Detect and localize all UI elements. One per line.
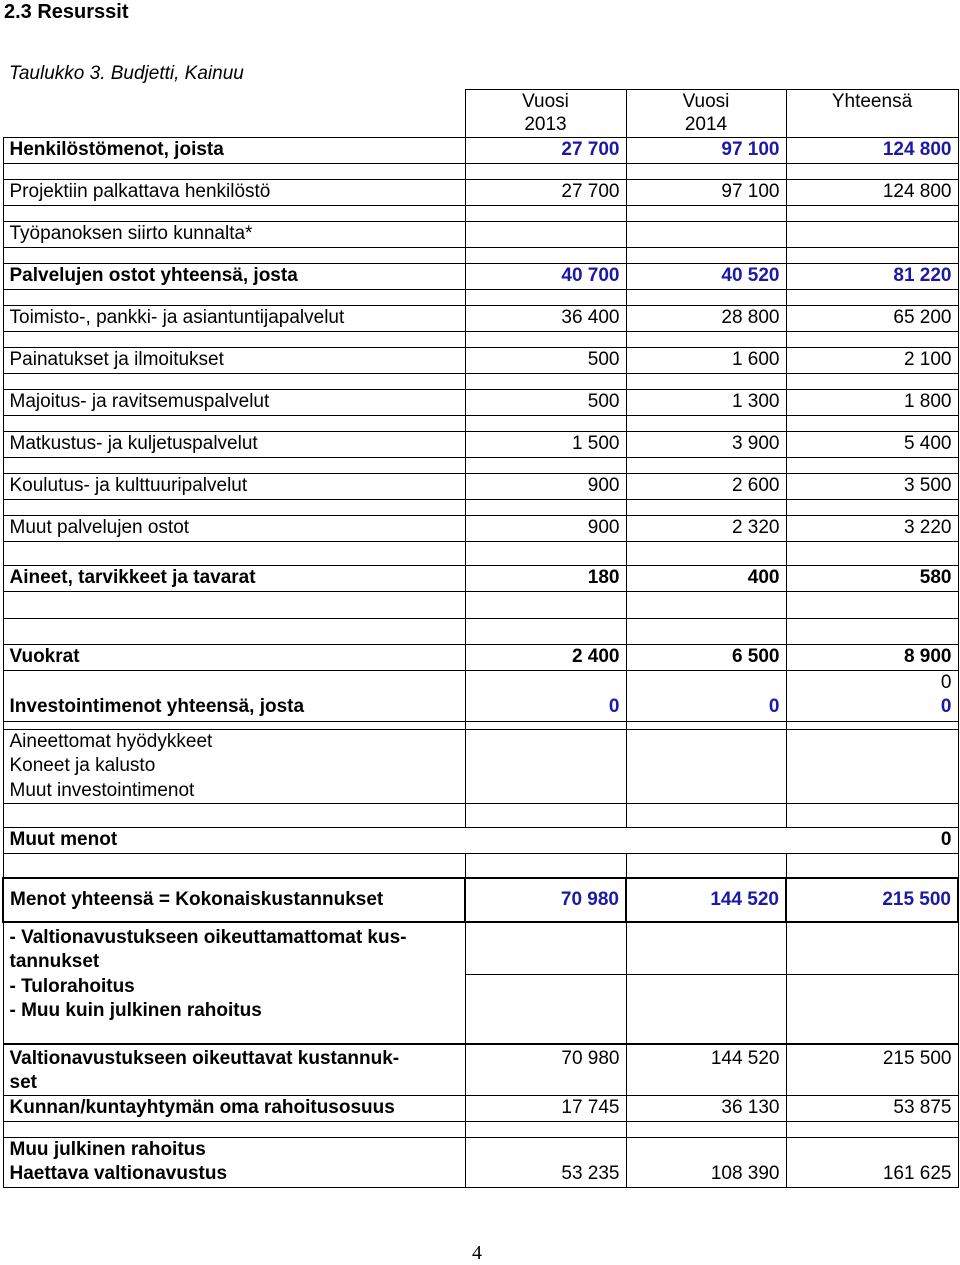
cell-2014: 144 520 <box>626 1044 786 1096</box>
cell-2014: 400 <box>626 566 786 592</box>
row-label: Matkustus- ja kuljetuspalvelut <box>3 432 465 458</box>
table-row <box>3 619 958 645</box>
table-row <box>3 164 958 180</box>
cell-2013: 40 700 <box>465 264 626 290</box>
table-row <box>3 348 958 374</box>
table-row <box>3 1121 958 1137</box>
cell-2014: 97 100 <box>626 180 786 206</box>
cell-total: 3 220 <box>786 516 958 542</box>
cell-2014: 6 500 <box>626 645 786 671</box>
row-label: Palvelujen ostot yhteensä, josta <box>3 264 465 290</box>
cell-total: 65 200 <box>786 306 958 332</box>
cell-2013: 70 980 <box>465 878 626 922</box>
cell-total-above: 0 <box>786 671 958 696</box>
cell-total: 53 875 <box>786 1095 958 1121</box>
table-row <box>3 248 958 264</box>
cell-2014: 2 600 <box>626 474 786 500</box>
row-label: Haettava valtionavustus <box>3 1162 465 1188</box>
table-row <box>3 374 958 390</box>
cell-2013: 900 <box>465 474 626 500</box>
cell-2013: 1 500 <box>465 432 626 458</box>
row-label: Projektiin palkattava henkilöstö <box>3 180 465 206</box>
table-row <box>3 645 958 671</box>
table-row <box>3 592 958 619</box>
cell-2014: 28 800 <box>626 306 786 332</box>
cell-total: 215 500 <box>786 1044 958 1096</box>
row-label: Investointimenot yhteensä, josta <box>3 695 465 721</box>
cell-total: 0 <box>786 828 958 854</box>
col-header-2014: Vuosi 2014 <box>626 90 786 138</box>
cell-total: 124 800 <box>786 138 958 164</box>
cell-2013: 53 235 <box>465 1162 626 1188</box>
cell-2013: 17 745 <box>465 1095 626 1121</box>
cell-2013: 70 980 <box>465 1044 626 1096</box>
cell-total: 0 <box>786 695 958 721</box>
table-row <box>3 180 958 206</box>
table-row <box>3 854 958 878</box>
cell-2014: 1 600 <box>626 348 786 374</box>
row-label: Muut palvelujen ostot <box>3 516 465 542</box>
cell-total: 1 800 <box>786 390 958 416</box>
cell-total: 161 625 <box>786 1162 958 1188</box>
cell-2014: 0 <box>626 695 786 721</box>
row-label: Henkilöstömenot, joista <box>3 138 465 164</box>
cell-2013: 36 400 <box>465 306 626 332</box>
cell-2013: 500 <box>465 390 626 416</box>
cell-2014: 144 520 <box>626 878 786 922</box>
cell-2013: 500 <box>465 348 626 374</box>
row-label: Toimisto-, pankki- ja asiantuntijapalvelut <box>3 306 465 332</box>
deductions: - Valtionavustukseen oikeuttamattomat kus- tannukset - Tulorahoitus - Muu kuin julkinen rahoitus <box>3 922 465 1044</box>
table-row <box>3 432 958 458</box>
table-row <box>3 922 958 1044</box>
table-row <box>3 416 958 432</box>
table-header-row <box>3 90 958 138</box>
table-row <box>3 804 958 828</box>
cell-2014: 40 520 <box>626 264 786 290</box>
col-header-total: Yhteensä <box>786 90 958 138</box>
table-row <box>3 390 958 416</box>
row-label: Koulutus- ja kulttuuripalvelut <box>3 474 465 500</box>
cell-total: 5 400 <box>786 432 958 458</box>
cell-2014: 108 390 <box>626 1162 786 1188</box>
row-label: Aineet, tarvikkeet ja tavarat <box>3 566 465 592</box>
cell-total: 215 500 <box>786 878 958 922</box>
table-row <box>3 206 958 222</box>
cell-2014: 36 130 <box>626 1095 786 1121</box>
cell-2014: 97 100 <box>626 138 786 164</box>
page-number: 4 <box>472 1242 482 1264</box>
row-label: Menot yhteensä = Kokonaiskustannukset <box>3 878 465 922</box>
table-row <box>3 671 958 696</box>
row-label: Valtionavustukseen oikeuttavat kustannuk- set <box>3 1044 465 1096</box>
section-title: 2.3 Resurssit <box>4 1 129 23</box>
table-row <box>3 222 958 248</box>
table-row <box>3 695 958 721</box>
col-header-2013: Vuosi 2013 <box>465 90 626 138</box>
table-row <box>3 542 958 566</box>
cell-total: 580 <box>786 566 958 592</box>
cell-total: 8 900 <box>786 645 958 671</box>
cell-total: 124 800 <box>786 180 958 206</box>
cell-2013: 27 700 <box>465 138 626 164</box>
header-blank <box>3 90 465 138</box>
table-row <box>3 474 958 500</box>
table-row <box>3 500 958 516</box>
table-row <box>3 721 958 729</box>
cell-total: 3 500 <box>786 474 958 500</box>
cell-2013: 900 <box>465 516 626 542</box>
table-row <box>3 878 958 922</box>
cell-2014: 1 300 <box>626 390 786 416</box>
budget-table <box>2 89 959 1188</box>
table-row <box>3 1162 958 1188</box>
row-label: Majoitus- ja ravitsemuspalvelut <box>3 390 465 416</box>
row-label: Kunnan/kuntayhtymän oma rahoitusosuus <box>3 1095 465 1121</box>
table-row <box>3 1044 958 1096</box>
table-row <box>3 516 958 542</box>
row-label: Työpanoksen siirto kunnalta* <box>3 222 465 248</box>
row-label: Muu julkinen rahoitus <box>3 1137 465 1162</box>
cell-2013: 0 <box>465 695 626 721</box>
cell-2013: 27 700 <box>465 180 626 206</box>
table-row <box>3 458 958 474</box>
table-row <box>3 566 958 592</box>
table-row <box>3 306 958 332</box>
investment-breakdown: Aineettomat hyödykkeet Koneet ja kalusto Muut investointimenot <box>3 729 465 804</box>
table-caption: Taulukko 3. Budjetti, Kainuu <box>9 63 244 84</box>
table-row <box>3 1095 958 1121</box>
cell-2014: 3 900 <box>626 432 786 458</box>
table-row <box>3 828 958 854</box>
row-label: Vuokrat <box>3 645 465 671</box>
row-label: Painatukset ja ilmoitukset <box>3 348 465 374</box>
cell-2013: 180 <box>465 566 626 592</box>
cell-2014: 2 320 <box>626 516 786 542</box>
cell-total: 2 100 <box>786 348 958 374</box>
row-label: Muut menot <box>3 828 465 854</box>
cell-2013: 2 400 <box>465 645 626 671</box>
table-row <box>3 290 958 306</box>
table-row <box>3 264 958 290</box>
cell-total: 81 220 <box>786 264 958 290</box>
table-row <box>3 1137 958 1162</box>
table-row <box>3 729 958 804</box>
table-row <box>3 332 958 348</box>
table-row <box>3 138 958 164</box>
